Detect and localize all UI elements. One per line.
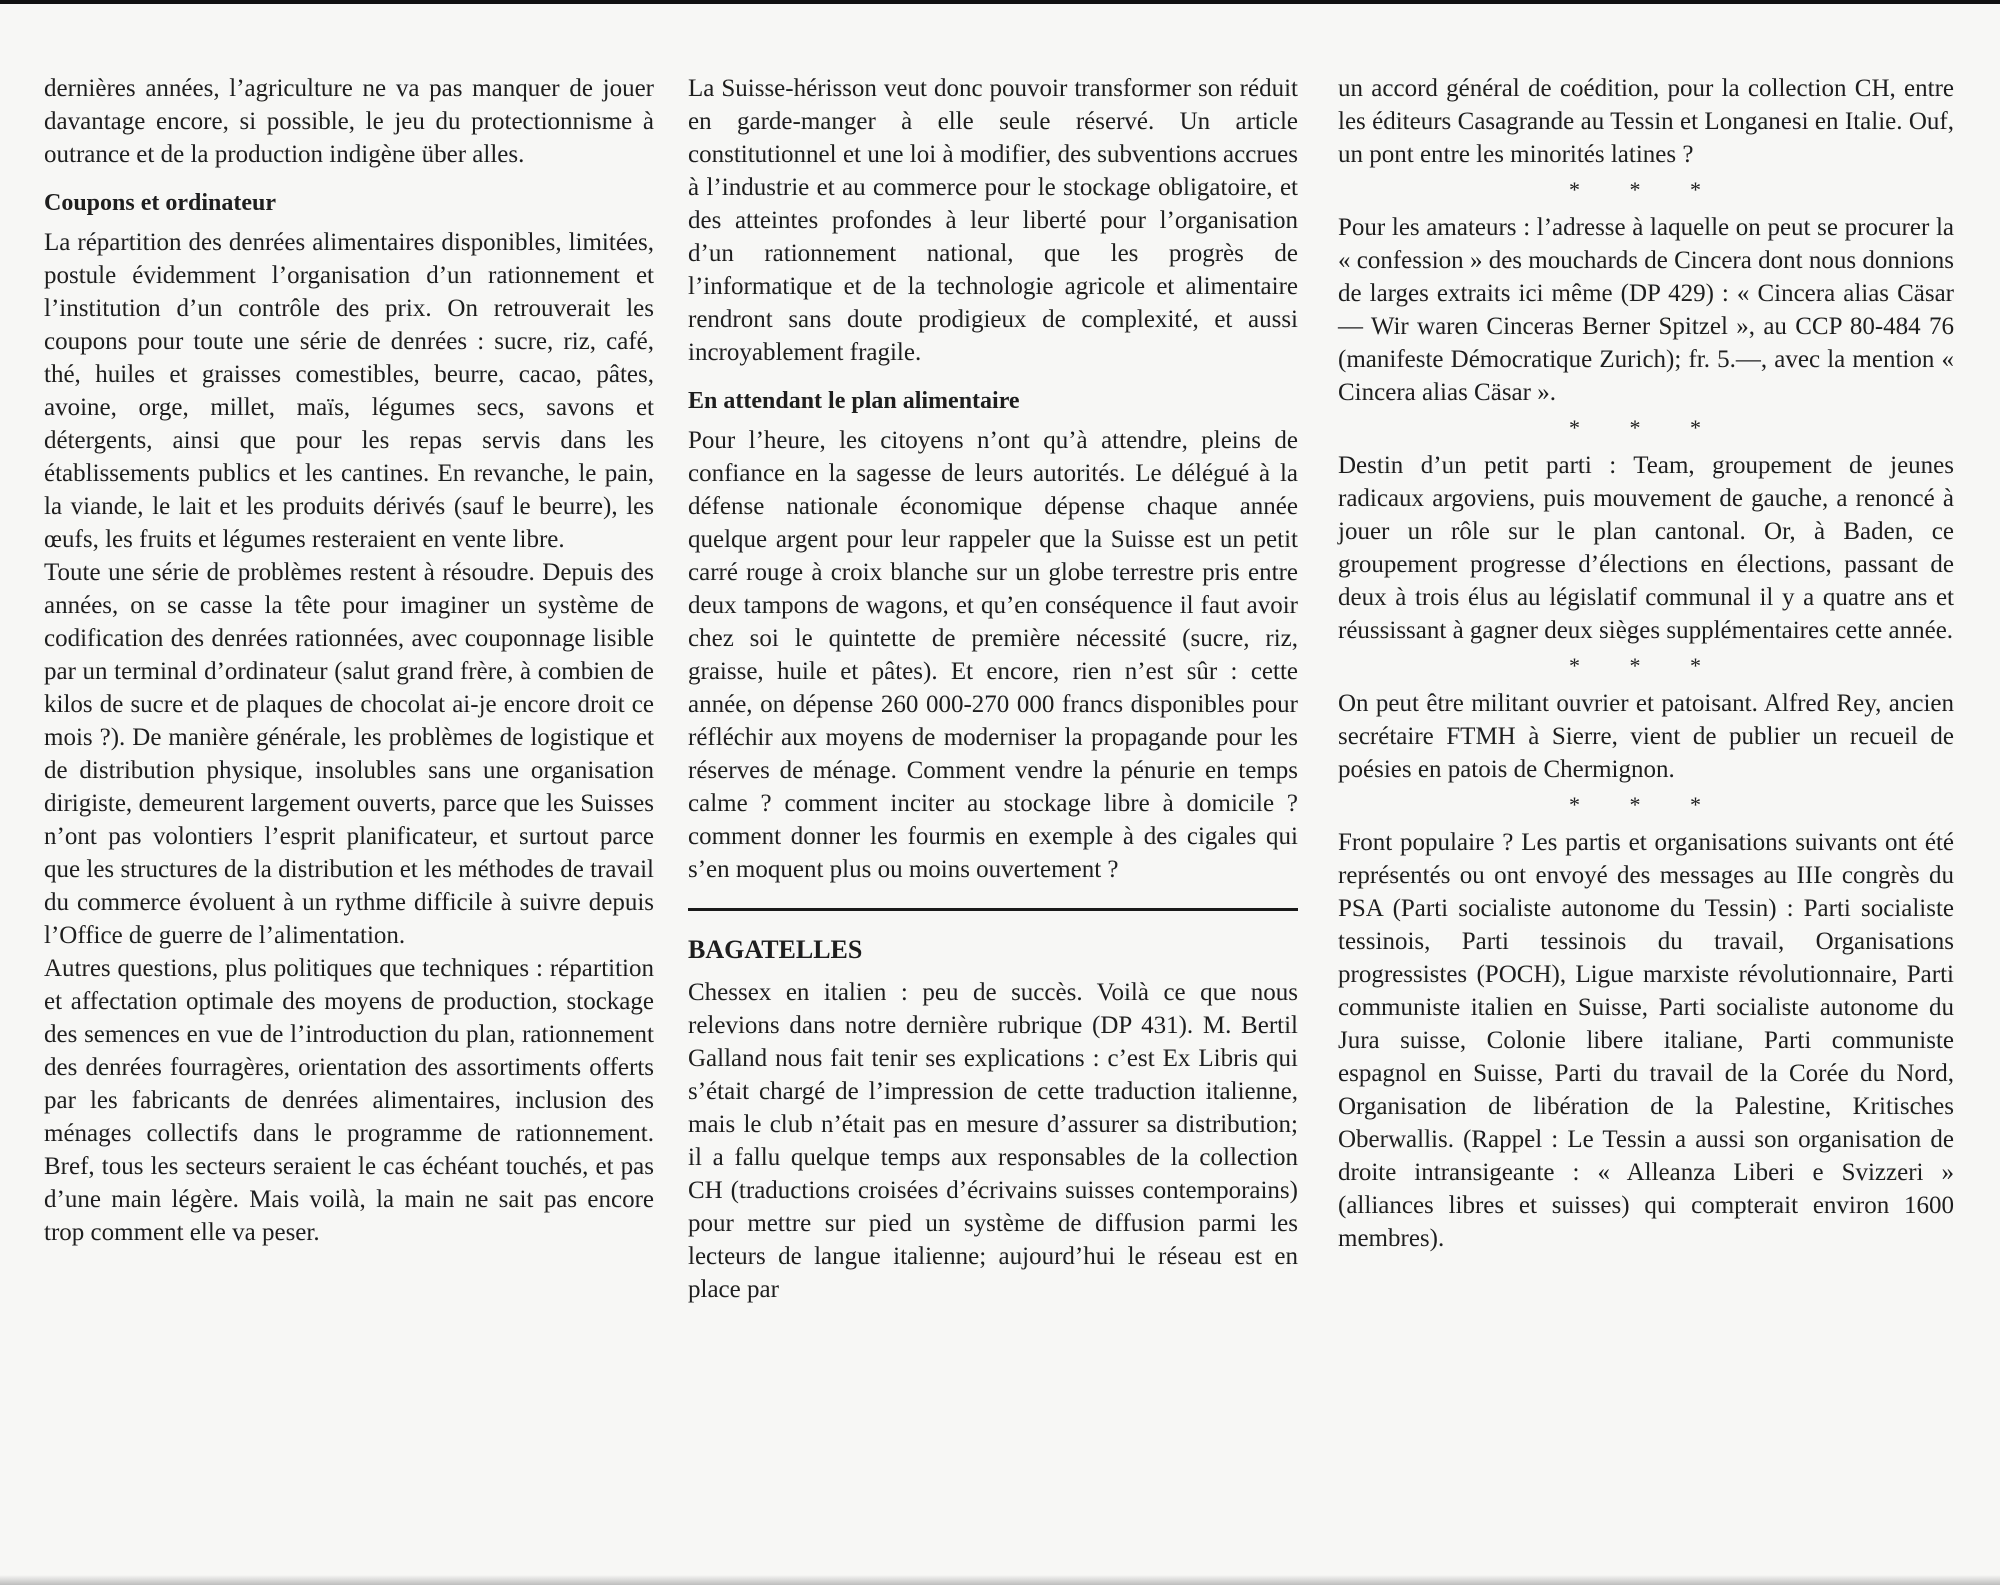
paragraph: Chessex en italien : peu de succès. Voilà ce que nous relevions dans notre dernière rubrique (DP 431). M. Bertil Galland nous fait tenir ses explications : c’est Ex Libris qui s’était chargé de l’impression de cette traduction italienne, mais le club n’était pas en mesure d’assurer sa distribution; il a fallu quelque temps aux responsables de la collection CH (traductions croisées d’écrivains suisses contemporains) pour mettre sur pied un système de diffusion parmi les lecteurs de langue italienne; aujourd’hui le réseau est en place par — [688, 979, 1298, 1303]
column-right — [1338, 72, 1954, 1255]
asterism-separator: * * * — [1569, 792, 1723, 817]
section-divider — [688, 908, 1298, 911]
paragraph: La répartition des denrées alimentaires disponibles, limitées, postule évidemment l’organisation d’un rationnement et l’institution d’un contrôle des prix. On retrouverait les coupons pour toute une série de denrées : sucre, riz, café, thé, huiles et graisses comestibles, beurre, cacao, pâtes, avoine, orge, millet, maïs, légumes secs, savons et détergents, ainsi que pour les repas servis dans les établissements publics et les cantines. En revanche, le pain, la viande, le lait et les produits dérivés (sauf le beurre), les œufs, les fruits et légumes resteraient en vente libre. — [44, 229, 654, 553]
column-left — [44, 72, 654, 1249]
section-heading-plan: En attendant le plan alimentaire — [688, 388, 1020, 414]
paragraph: Pour l’heure, les citoyens n’ont qu’à attendre, pleins de confiance en la sagesse de leurs autorités. Le délégué à la défense nationale économique dépense chaque année quelque argent pour leur rappeler que la Suisse est un petit carré rouge à croix blanche sur un globe terrestre pris entre deux tampons de wagons, et qu’en conséquence il faut avoir chez soi le quintette de première nécessité (sucre, riz, graisse, huile et pâtes). Et encore, rien n’est sûr : cette année, on dépense 260 000-270 000 francs disponibles pour réfléchir aux moyens de moderniser la propagande pour les réserves de ménage. Comment vendre la pénurie en temps calme ? comment inciter au stockage libre à domicile ? comment donner les fourmis en exemple à des cigales qui s’en moquent plus ou moins ouvertement ? — [688, 427, 1298, 883]
paragraph: Destin d’un petit parti : Team, groupement de jeunes radicaux argoviens, puis mouvement de gauche, a renoncé à jouer un rôle sur le plan cantonal. Or, à Baden, ce groupement progresse d’élections en élections, passant de deux à trois élus au législatif communal il y a quatre ans et réussissant à gagner deux sièges supplémentaires cette année. — [1338, 452, 1954, 644]
asterism-separator: * * * — [1569, 653, 1723, 678]
top-border — [0, 0, 2000, 4]
paragraph: Pour les amateurs : l’adresse à laquelle on peut se procurer la « confession » des mouchards de Cincera dont nous donnions de larges extraits ici même (DP 429) : « Cincera alias Cäsar — Wir waren Cinceras Berner Spitzel », au CCP 80-484 76 (manifeste Démocratique Zurich); fr. 5.—, avec la mention « Cincera alias Cäsar ». — [1338, 214, 1954, 406]
asterism-separator: * * * — [1569, 415, 1723, 440]
paragraph: On peut être militant ouvrier et patoisant. Alfred Rey, ancien secrétaire FTMH à Sierre, vient de publier un recueil de poésies en patois de Chermignon. — [1338, 690, 1954, 783]
bottom-scan-edge — [0, 1575, 2000, 1585]
section-heading-coupons: Coupons et ordinateur — [44, 190, 277, 216]
paragraph: Autres questions, plus politiques que techniques : répartition et affectation optimale des moyens de production, stockage des semences en vue de l’introduction du plan, rationnement des denrées fourragères, orientation des assortiments offerts par les fabricants de denrées alimentaires, inclusion des ménages collectifs dans le programme de rationnement. Bref, tous les secteurs seraient le cas échéant touchés, et pas d’une main légère. Mais voilà, la main ne sait pas encore trop comment elle va peser. — [44, 955, 654, 1246]
column-middle — [688, 72, 1298, 1306]
paragraph: un accord général de coédition, pour la collection CH, entre les éditeurs Casagrande au Tessin et Longanesi en Italie. Ouf, un pont entre les minorités latines ? — [1338, 75, 1954, 168]
paragraph: Front populaire ? Les partis et organisations suivants ont été représentés ou ont envoyé des messages au IIIe congrès du PSA (Parti socialiste autonome du Tessin) : Parti socialiste tessinois, Parti tessinois du travail, Organisations progressistes (POCH), Ligue marxiste révolutionnaire, Parti communiste italien en Suisse, Parti socialiste autonome du Jura suisse, Colonie libere italiane, Parti communiste espagnol en Suisse, Parti du travail de la Corée du Nord, Organisation de libération de la Palestine, Kritisches Oberwallis. (Rappel : Le Tessin a aussi son organisation de droite intransigeante : « Alleanza Liberi e Svizzeri » (alliances libres et suisses) qui compterait environ 1600 membres). — [1338, 829, 1954, 1252]
section-title-bagatelles: BAGATELLES — [688, 935, 863, 964]
asterism-separator: * * * — [1569, 177, 1723, 202]
paragraph: La Suisse-hérisson veut donc pouvoir transformer son réduit en garde-manger à elle seule réservé. Un article constitutionnel et une loi à modifier, des subventions accrues à l’industrie et au commerce pour le stockage obligatoire, et des atteintes profondes à leur liberté pour l’organisation d’un rationnement national, que les progrès de l’informatique et de la technologie agricole et alimentaire rendront sans doute prodigieux de complexité, et aussi incroyablement fragile. — [688, 75, 1298, 366]
paragraph: Toute une série de problèmes restent à résoudre. Depuis des années, on se casse la tête pour imaginer un système de codification des denrées rationnées, avec couponnage lisible par un terminal d’ordinateur (salut grand frère, à combien de kilos de sucre et de plaques de chocolat ai-je encore droit ce mois ?). De manière générale, les problèmes de logistique et de distribution physique, insolubles sans une organisation dirigiste, demeurent largement ouverts, parce que les Suisses n’ont pas volontiers l’esprit planificateur, et surtout parce que les structures de la distribution et les méthodes de travail du commerce évoluent à un rythme difficile à suivre depuis l’Office de guerre de l’alimentation. — [44, 559, 654, 949]
paragraph: dernières années, l’agriculture ne va pas manquer de jouer davantage encore, si possible, le jeu du protectionnisme à outrance et de la production indigène über alles. — [44, 75, 654, 168]
